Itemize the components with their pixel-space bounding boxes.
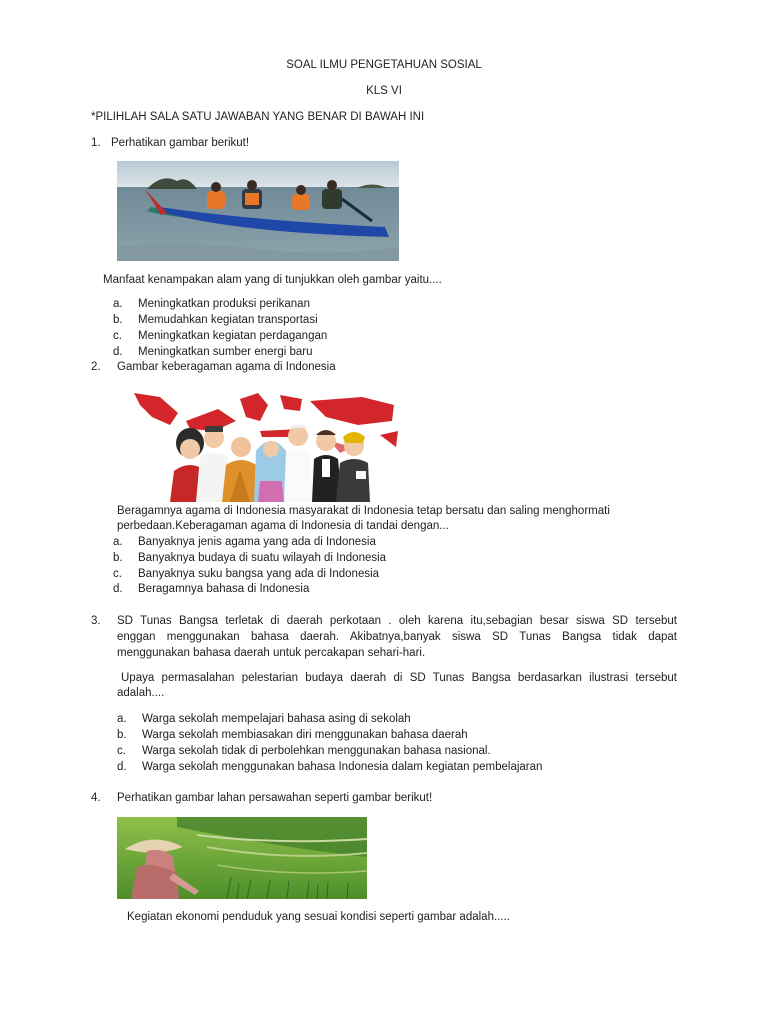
q3-option-a-letter: a. <box>117 713 127 725</box>
q3-option-a: Warga sekolah mempelajari bahasa asing di sekolah <box>142 713 411 725</box>
q2-option-b-letter: b. <box>113 552 123 564</box>
q4-number: 4. <box>91 792 101 804</box>
q3-para1-line1: SD Tunas Bangsa terletak di daerah perkotaan . oleh karena itu,sebagian besar siswa SD tersebut <box>117 615 677 627</box>
q1-prompt: Perhatikan gambar berikut! <box>111 137 250 149</box>
q3-para2-line1: Upaya permasalahan pelestarian budaya daerah di SD Tunas Bangsa berdasarkan ilustrasi tersebut <box>121 672 677 684</box>
q1-option-d-letter: d. <box>113 346 123 358</box>
q2-option-b: Banyaknya budaya di suatu wilayah di Indonesia <box>138 552 387 564</box>
q3-number: 3. <box>91 615 101 627</box>
q1-option-a: Meningkatkan produksi perikanan <box>138 298 310 310</box>
fishing-boat-image <box>117 161 399 261</box>
q3-option-d-letter: d. <box>117 761 127 773</box>
q1-number: 1. <box>91 137 101 149</box>
q2-option-c-letter: c. <box>113 568 122 580</box>
q2-stem-line1: Beragamnya agama di Indonesia masyarakat di Indonesia tetap bersatu dan saling menghormati <box>117 505 610 517</box>
rice-field-image <box>117 817 367 899</box>
q3-option-c-letter: c. <box>117 745 126 757</box>
class-label: KLS VI <box>366 85 402 97</box>
q3-option-d: Warga sekolah menggunakan bahasa Indonesia dalam kegiatan pembelajaran <box>142 761 543 773</box>
q2-number: 2. <box>91 361 101 373</box>
q3-option-b-letter: b. <box>117 729 127 741</box>
q3-para2-line2: adalah.... <box>117 687 165 699</box>
q1-option-b-letter: b. <box>113 314 123 326</box>
q3-option-b: Warga sekolah membiasakan diri menggunakan bahasa daerah <box>142 729 468 741</box>
q2-option-a: Banyaknya jenis agama yang ada di Indonesia <box>138 536 376 548</box>
q2-option-d-letter: d. <box>113 583 123 595</box>
page-title: SOAL ILMU PENGETAHUAN SOSIAL <box>286 59 482 71</box>
religious-diversity-image <box>130 391 400 502</box>
q1-stem: Manfaat kenampakan alam yang di tunjukkan oleh gambar yaitu.... <box>103 274 442 286</box>
q2-option-d: Beragamnya bahasa di Indonesia <box>138 583 310 595</box>
q3-option-c: Warga sekolah tidak di perbolehkan menggunakan bahasa nasional. <box>142 745 491 757</box>
q1-option-c: Meningkatkan kegiatan perdagangan <box>138 330 328 342</box>
q3-para1-line2: enggan menggunakan bahasa daerah. Akibatnya,banyak siswa SD Tunas Bangsa tidak dapat <box>117 631 677 643</box>
q2-stem-line2: perbedaan.Keberagaman agama di Indonesia di tandai dengan... <box>117 520 449 532</box>
instruction: *PILIHLAH SALA SATU JAWABAN YANG BENAR DI BAWAH INI <box>91 111 425 123</box>
q4-prompt: Perhatikan gambar lahan persawahan seperti gambar berikut! <box>117 792 433 804</box>
q1-option-b: Memudahkan kegiatan transportasi <box>138 314 318 326</box>
q3-para1-line3: menggunakan bahasa daerah untuk percakapan sehari-hari. <box>117 647 426 659</box>
q4-stem: Kegiatan ekonomi penduduk yang sesuai kondisi seperti gambar adalah..... <box>127 911 510 923</box>
q2-option-c: Banyaknya suku bangsa yang ada di Indonesia <box>138 568 380 580</box>
q1-option-d: Meningkatkan sumber energi baru <box>138 346 313 358</box>
q2-prompt: Gambar keberagaman agama di Indonesia <box>117 361 336 373</box>
q1-option-a-letter: a. <box>113 298 123 310</box>
q1-option-c-letter: c. <box>113 330 122 342</box>
q2-option-a-letter: a. <box>113 536 123 548</box>
